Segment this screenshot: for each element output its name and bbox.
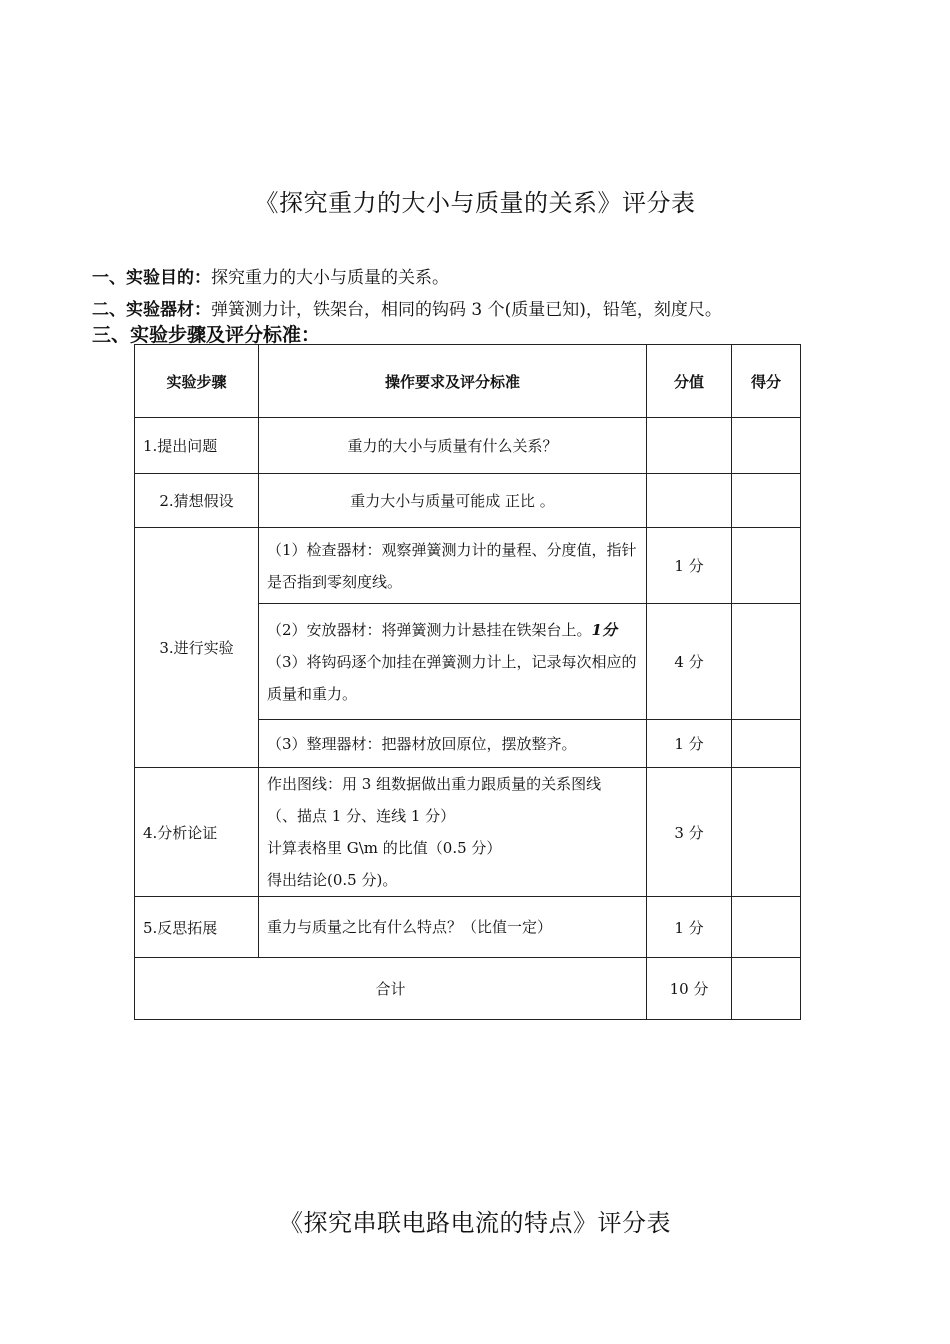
requirement-line: （、描点 1 分、连线 1 分） [267,807,456,825]
header-points: 分值 [647,345,732,418]
requirement-line: 得出结论(0.5 分)。 [267,871,398,889]
step-score-cell [732,418,801,474]
step-requirement: 重力与质量之比有什么特点？（比值一定） [259,897,647,958]
table-row [135,418,801,474]
inline-points: 1分 [591,620,617,639]
page-title: 《探究重力的大小与质量的关系》评分表 [254,189,696,217]
equipment-label: 二、实验器材： [92,300,211,320]
table-row [135,474,801,528]
step-score-cell [732,720,801,768]
step-name: 5.反思拓展 [135,897,259,958]
step-score-cell [732,474,801,528]
step-requirement: 重力的大小与质量有什么关系？ [259,418,647,474]
step-requirement: （3）整理器材：把器材放回原位，摆放整齐。 [259,720,647,768]
step-name: 1.提出问题 [135,418,259,474]
equipment-line [92,295,722,320]
purpose-text: 探究重力的大小与质量的关系。 [211,268,449,288]
step-score-cell [732,604,801,720]
total-label: 合计 [135,958,647,1020]
step-requirement [259,604,647,720]
step-requirement: （1）检查器材：观察弹簧测力计的量程、分度值，指针是否指到零刻度线。 [259,528,647,604]
step-points: 1 分 [647,720,732,768]
header-score: 得分 [732,345,801,418]
step-name: 2.猜想假设 [135,474,259,528]
requirement-part: （3）将钩码逐个加挂在弹簧测力计上，记录每次相应的质量和重力。 [267,652,637,703]
total-score-cell [732,958,801,1020]
table-header-row [135,345,801,418]
step-score-cell [732,768,801,897]
table-row [135,897,801,958]
step-name: 4.分析论证 [135,768,259,897]
step-points: 4 分 [647,604,732,720]
step-name: 3.进行实验 [135,528,259,768]
requirement-line: 作出图线：用 3 组数据做出重力跟质量的关系图线 [267,775,602,793]
step-points: 3 分 [647,768,732,897]
step-requirement [259,768,647,897]
step-points: 1 分 [647,897,732,958]
header-requirement: 操作要求及评分标准 [259,345,647,418]
purpose-line [92,263,449,288]
step-points [647,418,732,474]
table-total-row [135,958,801,1020]
table-row [135,768,801,897]
step-score-cell [732,897,801,958]
equipment-text: 弹簧测力计，铁架台，相同的钩码 3 个(质量已知)，铅笔，刻度尺。 [211,300,722,320]
total-points: 10 分 [647,958,732,1020]
purpose-label: 一、实验目的： [92,268,211,288]
scoring-table [134,344,801,1020]
next-page-title: 《探究串联电路电流的特点》评分表 [279,1209,671,1237]
step-score-cell [732,528,801,604]
requirement-line: 计算表格里 G\m 的比值（0.5 分） [267,839,502,857]
steps-heading: 三、实验步骤及评分标准： [92,324,321,346]
step-points: 1 分 [647,528,732,604]
requirement-part: （2）安放器材：将弹簧测力计悬挂在铁架台上。 [267,620,592,639]
step-requirement: 重力大小与质量可能成 正比 。 [259,474,647,528]
header-step: 实验步骤 [135,345,259,418]
table-row [135,528,801,604]
step-points [647,474,732,528]
